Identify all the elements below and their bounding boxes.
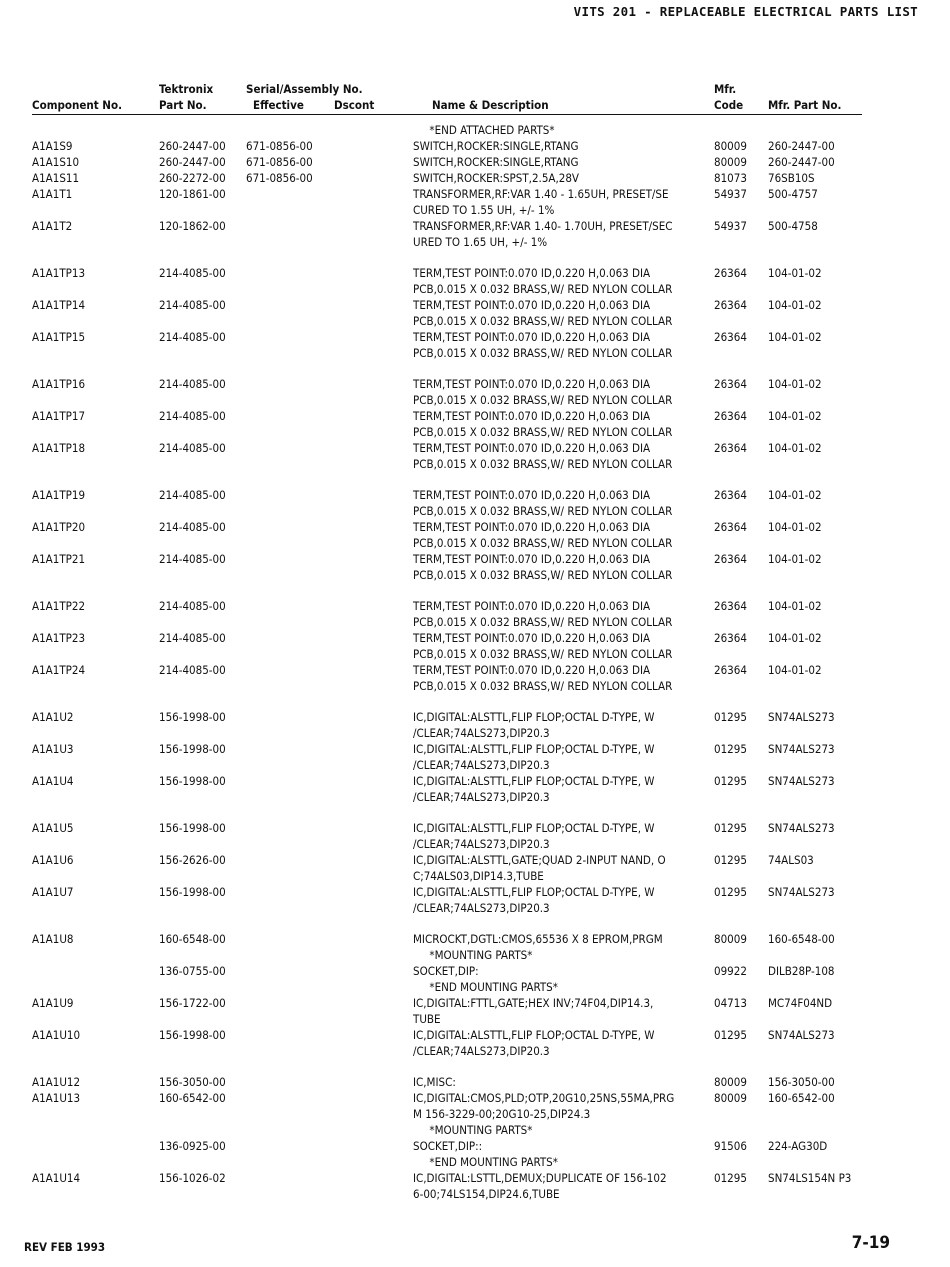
table-row bbox=[32, 1027, 892, 1059]
name-description: /CLEAR;74ALS273,DIP20.3 bbox=[413, 837, 550, 851]
name-description: IC,DIGITAL:ALSTTL,FLIP FLOP;OCTAL D-TYPE, W bbox=[413, 885, 655, 899]
column-headers bbox=[32, 82, 862, 115]
mfr-part-no: SN74ALS273 bbox=[768, 1028, 835, 1042]
name-description: SWITCH,ROCKER:SINGLE,RTANG bbox=[413, 139, 579, 153]
name-description: TERM,TEST POINT:0.070 ID,0.220 H,0.063 DIA bbox=[413, 631, 651, 645]
col-part-no: Part No. bbox=[159, 98, 207, 112]
table-row bbox=[32, 122, 892, 138]
name-description: *MOUNTING PARTS* bbox=[413, 948, 533, 962]
tektronix-part-no: 120-1861-00 bbox=[159, 187, 226, 201]
tektronix-part-no: 214-4085-00 bbox=[159, 631, 226, 645]
col-dscont: Dscont bbox=[334, 98, 375, 112]
table-row bbox=[32, 551, 892, 583]
mfr-part-no: SN74ALS273 bbox=[768, 774, 835, 788]
mfr-code: 80009 bbox=[714, 932, 747, 946]
component-no: A1A1U5 bbox=[32, 821, 74, 835]
mfr-part-no: 76SB10S bbox=[768, 171, 815, 185]
component-no: A1A1TP22 bbox=[32, 599, 86, 613]
mfr-code: 26364 bbox=[714, 552, 747, 566]
tektronix-part-no: 214-4085-00 bbox=[159, 266, 226, 280]
component-no: A1A1U13 bbox=[32, 1091, 81, 1105]
table-row bbox=[32, 662, 892, 694]
table-row bbox=[32, 218, 892, 250]
tektronix-part-no: 156-3050-00 bbox=[159, 1075, 226, 1089]
mfr-code: 54937 bbox=[714, 219, 747, 233]
mfr-part-no: SN74ALS273 bbox=[768, 821, 835, 835]
name-description: *END MOUNTING PARTS* bbox=[413, 1155, 558, 1169]
component-no: A1A1U2 bbox=[32, 710, 74, 724]
component-no: A1A1U7 bbox=[32, 885, 74, 899]
revision-date: REV FEB 1993 bbox=[24, 1240, 106, 1254]
mfr-part-no: 260-2447-00 bbox=[768, 155, 835, 169]
table-row bbox=[32, 329, 892, 361]
name-description: IC,DIGITAL:ALSTTL,FLIP FLOP;OCTAL D-TYPE, W bbox=[413, 821, 655, 835]
mfr-code: 91506 bbox=[714, 1139, 747, 1153]
table-row bbox=[32, 376, 892, 408]
component-no: A1A1TP18 bbox=[32, 441, 86, 455]
tektronix-part-no: 214-4085-00 bbox=[159, 552, 226, 566]
mfr-code: 81073 bbox=[714, 171, 747, 185]
name-description: *MOUNTING PARTS* bbox=[413, 1123, 533, 1137]
name-description: TERM,TEST POINT:0.070 ID,0.220 H,0.063 DIA bbox=[413, 377, 651, 391]
mfr-code: 01295 bbox=[714, 774, 747, 788]
table-row bbox=[32, 487, 892, 519]
name-description: IC,DIGITAL:ALSTTL,GATE;QUAD 2-INPUT NAND, O bbox=[413, 853, 666, 867]
name-description: URED TO 1.65 UH, +/- 1% bbox=[413, 235, 548, 249]
mfr-part-no: 104-01-02 bbox=[768, 663, 822, 677]
col-serial: Serial/Assembly No. bbox=[246, 82, 363, 96]
name-description: SOCKET,DIP:: bbox=[413, 1139, 483, 1153]
name-description: PCB,0.015 X 0.032 BRASS,W/ RED NYLON COLLAR bbox=[413, 346, 673, 360]
tektronix-part-no: 156-1998-00 bbox=[159, 742, 226, 756]
mfr-part-no: 104-01-02 bbox=[768, 298, 822, 312]
component-no: A1A1U8 bbox=[32, 932, 74, 946]
name-description: PCB,0.015 X 0.032 BRASS,W/ RED NYLON COLLAR bbox=[413, 536, 673, 550]
mfr-part-no: DILB28P-108 bbox=[768, 964, 835, 978]
name-description: IC,DIGITAL:ALSTTL,FLIP FLOP;OCTAL D-TYPE, W bbox=[413, 774, 655, 788]
mfr-part-no: 104-01-02 bbox=[768, 441, 822, 455]
mfr-part-no: SN74ALS273 bbox=[768, 885, 835, 899]
name-description: *END MOUNTING PARTS* bbox=[413, 980, 558, 994]
name-description: SOCKET,DIP: bbox=[413, 964, 479, 978]
name-description: PCB,0.015 X 0.032 BRASS,W/ RED NYLON COLLAR bbox=[413, 457, 673, 471]
name-description: PCB,0.015 X 0.032 BRASS,W/ RED NYLON COLLAR bbox=[413, 679, 673, 693]
mfr-code: 80009 bbox=[714, 155, 747, 169]
mfr-part-no: 74ALS03 bbox=[768, 853, 814, 867]
table-row bbox=[32, 265, 892, 297]
component-no: A1A1U9 bbox=[32, 996, 74, 1010]
mfr-code: 01295 bbox=[714, 742, 747, 756]
table-row bbox=[32, 598, 892, 630]
name-description: M 156-3229-00;20G10-25,DIP24.3 bbox=[413, 1107, 591, 1121]
component-no: A1A1U6 bbox=[32, 853, 74, 867]
mfr-part-no: 104-01-02 bbox=[768, 520, 822, 534]
name-description: *END ATTACHED PARTS* bbox=[413, 123, 555, 137]
table-row bbox=[32, 170, 892, 186]
tektronix-part-no: 160-6542-00 bbox=[159, 1091, 226, 1105]
mfr-part-no: 104-01-02 bbox=[768, 599, 822, 613]
table-row bbox=[32, 408, 892, 440]
name-description: /CLEAR;74ALS273,DIP20.3 bbox=[413, 901, 550, 915]
name-description: TUBE bbox=[413, 1012, 441, 1026]
mfr-code: 01295 bbox=[714, 885, 747, 899]
col-effective: Effective bbox=[253, 98, 304, 112]
mfr-code: 01295 bbox=[714, 1028, 747, 1042]
mfr-part-no: 104-01-02 bbox=[768, 266, 822, 280]
mfr-code: 26364 bbox=[714, 409, 747, 423]
name-description: PCB,0.015 X 0.032 BRASS,W/ RED NYLON COLLAR bbox=[413, 393, 673, 407]
tektronix-part-no: 214-4085-00 bbox=[159, 599, 226, 613]
name-description: TERM,TEST POINT:0.070 ID,0.220 H,0.063 DIA bbox=[413, 330, 651, 344]
table-row bbox=[32, 820, 892, 852]
component-no: A1A1U12 bbox=[32, 1075, 81, 1089]
mfr-code: 26364 bbox=[714, 599, 747, 613]
tektronix-part-no: 156-1998-00 bbox=[159, 710, 226, 724]
name-description: SWITCH,ROCKER:SINGLE,RTANG bbox=[413, 155, 579, 169]
mfr-code: 01295 bbox=[714, 1171, 747, 1185]
table-row bbox=[32, 1138, 892, 1170]
mfr-code: 26364 bbox=[714, 441, 747, 455]
mfr-part-no: 160-6542-00 bbox=[768, 1091, 835, 1105]
mfr-code: 54937 bbox=[714, 187, 747, 201]
tektronix-part-no: 260-2447-00 bbox=[159, 139, 226, 153]
component-no: A1A1TP15 bbox=[32, 330, 86, 344]
mfr-code: 26364 bbox=[714, 631, 747, 645]
name-description: IC,DIGITAL:LSTTL,DEMUX;DUPLICATE OF 156-102 bbox=[413, 1171, 667, 1185]
component-no: A1A1TP21 bbox=[32, 552, 86, 566]
name-description: IC,DIGITAL:ALSTTL,FLIP FLOP;OCTAL D-TYPE, W bbox=[413, 710, 655, 724]
tektronix-part-no: 156-1722-00 bbox=[159, 996, 226, 1010]
component-no: A1A1S11 bbox=[32, 171, 80, 185]
name-description: CURED TO 1.55 UH, +/- 1% bbox=[413, 203, 555, 217]
tektronix-part-no: 214-4085-00 bbox=[159, 298, 226, 312]
table-row bbox=[32, 963, 892, 995]
component-no: A1A1S10 bbox=[32, 155, 80, 169]
component-no: A1A1T1 bbox=[32, 187, 73, 201]
name-description: TERM,TEST POINT:0.070 ID,0.220 H,0.063 DIA bbox=[413, 599, 651, 613]
col-tektronix: Tektronix bbox=[159, 82, 214, 96]
name-description: SWITCH,ROCKER:SPST,2.5A,28V bbox=[413, 171, 580, 185]
tektronix-part-no: 120-1862-00 bbox=[159, 219, 226, 233]
table-row bbox=[32, 519, 892, 551]
col-mfr: Mfr. bbox=[714, 82, 737, 96]
tektronix-part-no: 156-1998-00 bbox=[159, 885, 226, 899]
mfr-part-no: SN74LS154N P3 bbox=[768, 1171, 852, 1185]
mfr-part-no: 260-2447-00 bbox=[768, 139, 835, 153]
component-no: A1A1TP17 bbox=[32, 409, 86, 423]
name-description: TERM,TEST POINT:0.070 ID,0.220 H,0.063 DIA bbox=[413, 552, 651, 566]
col-name-description: Name & Description bbox=[432, 98, 549, 112]
component-no: A1A1U14 bbox=[32, 1171, 81, 1185]
name-description: TRANSFORMER,RF:VAR 1.40 - 1.65UH, PRESET/SE bbox=[413, 187, 669, 201]
table-row bbox=[32, 852, 892, 884]
col-mfr-part-no: Mfr. Part No. bbox=[768, 98, 842, 112]
mfr-code: 01295 bbox=[714, 710, 747, 724]
table-row bbox=[32, 709, 892, 741]
tektronix-part-no: 160-6548-00 bbox=[159, 932, 226, 946]
name-description: PCB,0.015 X 0.032 BRASS,W/ RED NYLON COLLAR bbox=[413, 568, 673, 582]
tektronix-part-no: 214-4085-00 bbox=[159, 377, 226, 391]
name-description: IC,DIGITAL:CMOS,PLD;OTP,20G10,25NS,55MA,PRG bbox=[413, 1091, 675, 1105]
mfr-part-no: MC74F04ND bbox=[768, 996, 833, 1010]
tektronix-part-no: 260-2447-00 bbox=[159, 155, 226, 169]
component-no: A1A1TP19 bbox=[32, 488, 86, 502]
tektronix-part-no: 156-1998-00 bbox=[159, 821, 226, 835]
name-description: PCB,0.015 X 0.032 BRASS,W/ RED NYLON COLLAR bbox=[413, 615, 673, 629]
component-no: A1A1TP23 bbox=[32, 631, 86, 645]
mfr-part-no: SN74ALS273 bbox=[768, 710, 835, 724]
serial-effective: 671-0856-00 bbox=[246, 139, 313, 153]
table-row bbox=[32, 1170, 892, 1202]
component-no: A1A1TP13 bbox=[32, 266, 86, 280]
name-description: TERM,TEST POINT:0.070 ID,0.220 H,0.063 DIA bbox=[413, 298, 651, 312]
name-description: PCB,0.015 X 0.032 BRASS,W/ RED NYLON COLLAR bbox=[413, 647, 673, 661]
mfr-code: 26364 bbox=[714, 330, 747, 344]
name-description: /CLEAR;74ALS273,DIP20.3 bbox=[413, 790, 550, 804]
component-no: A1A1T2 bbox=[32, 219, 73, 233]
mfr-part-no: 104-01-02 bbox=[768, 377, 822, 391]
tektronix-part-no: 214-4085-00 bbox=[159, 488, 226, 502]
name-description: TERM,TEST POINT:0.070 ID,0.220 H,0.063 DIA bbox=[413, 409, 651, 423]
mfr-part-no: 104-01-02 bbox=[768, 409, 822, 423]
name-description: PCB,0.015 X 0.032 BRASS,W/ RED NYLON COLLAR bbox=[413, 314, 673, 328]
tektronix-part-no: 156-1026-02 bbox=[159, 1171, 226, 1185]
mfr-code: 80009 bbox=[714, 1091, 747, 1105]
table-row bbox=[32, 931, 892, 963]
component-no: A1A1TP24 bbox=[32, 663, 86, 677]
mfr-code: 26364 bbox=[714, 663, 747, 677]
table-row bbox=[32, 1074, 892, 1090]
name-description: IC,DIGITAL:ALSTTL,FLIP FLOP;OCTAL D-TYPE, W bbox=[413, 742, 655, 756]
table-row bbox=[32, 186, 892, 218]
component-no: A1A1U10 bbox=[32, 1028, 81, 1042]
tektronix-part-no: 136-0925-00 bbox=[159, 1139, 226, 1153]
table-row bbox=[32, 773, 892, 805]
table-row bbox=[32, 440, 892, 472]
name-description: TERM,TEST POINT:0.070 ID,0.220 H,0.063 DIA bbox=[413, 520, 651, 534]
mfr-part-no: 156-3050-00 bbox=[768, 1075, 835, 1089]
mfr-part-no: 104-01-02 bbox=[768, 631, 822, 645]
col-component: Component No. bbox=[32, 98, 122, 112]
mfr-part-no: 500-4758 bbox=[768, 219, 818, 233]
table-row bbox=[32, 995, 892, 1027]
table-row bbox=[32, 741, 892, 773]
mfr-part-no: 104-01-02 bbox=[768, 488, 822, 502]
name-description: PCB,0.015 X 0.032 BRASS,W/ RED NYLON COLLAR bbox=[413, 425, 673, 439]
mfr-code: 26364 bbox=[714, 377, 747, 391]
mfr-code: 26364 bbox=[714, 298, 747, 312]
name-description: IC,DIGITAL:FTTL,GATE;HEX INV;74F04,DIP14.3, bbox=[413, 996, 654, 1010]
name-description: /CLEAR;74ALS273,DIP20.3 bbox=[413, 758, 550, 772]
mfr-part-no: 224-AG30D bbox=[768, 1139, 828, 1153]
mfr-code: 26364 bbox=[714, 520, 747, 534]
page-header-title: VITS 201 - REPLACEABLE ELECTRICAL PARTS LIST bbox=[573, 4, 918, 19]
table-row bbox=[32, 297, 892, 329]
component-no: A1A1TP14 bbox=[32, 298, 86, 312]
name-description: TERM,TEST POINT:0.070 ID,0.220 H,0.063 DIA bbox=[413, 663, 651, 677]
name-description: PCB,0.015 X 0.032 BRASS,W/ RED NYLON COLLAR bbox=[413, 282, 673, 296]
tektronix-part-no: 156-1998-00 bbox=[159, 1028, 226, 1042]
mfr-part-no: 104-01-02 bbox=[768, 552, 822, 566]
table-row bbox=[32, 154, 892, 170]
mfr-code: 09922 bbox=[714, 964, 747, 978]
tektronix-part-no: 214-4085-00 bbox=[159, 330, 226, 344]
component-no: A1A1TP16 bbox=[32, 377, 86, 391]
component-no: A1A1TP20 bbox=[32, 520, 86, 534]
tektronix-part-no: 214-4085-00 bbox=[159, 441, 226, 455]
mfr-part-no: 500-4757 bbox=[768, 187, 818, 201]
mfr-code: 26364 bbox=[714, 488, 747, 502]
name-description: /CLEAR;74ALS273,DIP20.3 bbox=[413, 1044, 550, 1058]
tektronix-part-no: 136-0755-00 bbox=[159, 964, 226, 978]
mfr-code: 01295 bbox=[714, 853, 747, 867]
name-description: MICROCKT,DGTL:CMOS,65536 X 8 EPROM,PRGM bbox=[413, 932, 663, 946]
mfr-code: 80009 bbox=[714, 1075, 747, 1089]
tektronix-part-no: 214-4085-00 bbox=[159, 520, 226, 534]
mfr-code: 04713 bbox=[714, 996, 747, 1010]
tektronix-part-no: 214-4085-00 bbox=[159, 663, 226, 677]
name-description: /CLEAR;74ALS273,DIP20.3 bbox=[413, 726, 550, 740]
serial-effective: 671-0856-00 bbox=[246, 171, 313, 185]
table-row bbox=[32, 630, 892, 662]
name-description: C;74ALS03,DIP14.3,TUBE bbox=[413, 869, 544, 883]
name-description: 6-00;74LS154,DIP24.6,TUBE bbox=[413, 1187, 560, 1201]
mfr-code: 01295 bbox=[714, 821, 747, 835]
name-description: TERM,TEST POINT:0.070 ID,0.220 H,0.063 DIA bbox=[413, 266, 651, 280]
name-description: IC,DIGITAL:ALSTTL,FLIP FLOP;OCTAL D-TYPE, W bbox=[413, 1028, 655, 1042]
tektronix-part-no: 214-4085-00 bbox=[159, 409, 226, 423]
name-description: TERM,TEST POINT:0.070 ID,0.220 H,0.063 DIA bbox=[413, 441, 651, 455]
parts-list bbox=[32, 122, 892, 1202]
name-description: TRANSFORMER,RF:VAR 1.40- 1.70UH, PRESET/SEC bbox=[413, 219, 673, 233]
page-number: 7-19 bbox=[851, 1233, 890, 1253]
tektronix-part-no: 156-2626-00 bbox=[159, 853, 226, 867]
table-row bbox=[32, 1090, 892, 1138]
name-description: PCB,0.015 X 0.032 BRASS,W/ RED NYLON COLLAR bbox=[413, 504, 673, 518]
table-row bbox=[32, 884, 892, 916]
name-description: IC,MISC: bbox=[413, 1075, 456, 1089]
serial-effective: 671-0856-00 bbox=[246, 155, 313, 169]
tektronix-part-no: 260-2272-00 bbox=[159, 171, 226, 185]
component-no: A1A1U3 bbox=[32, 742, 74, 756]
component-no: A1A1S9 bbox=[32, 139, 73, 153]
mfr-code: 26364 bbox=[714, 266, 747, 280]
mfr-part-no: 160-6548-00 bbox=[768, 932, 835, 946]
component-no: A1A1U4 bbox=[32, 774, 74, 788]
col-code: Code bbox=[714, 98, 744, 112]
mfr-part-no: SN74ALS273 bbox=[768, 742, 835, 756]
table-row bbox=[32, 138, 892, 154]
mfr-part-no: 104-01-02 bbox=[768, 330, 822, 344]
tektronix-part-no: 156-1998-00 bbox=[159, 774, 226, 788]
name-description: TERM,TEST POINT:0.070 ID,0.220 H,0.063 DIA bbox=[413, 488, 651, 502]
mfr-code: 80009 bbox=[714, 139, 747, 153]
